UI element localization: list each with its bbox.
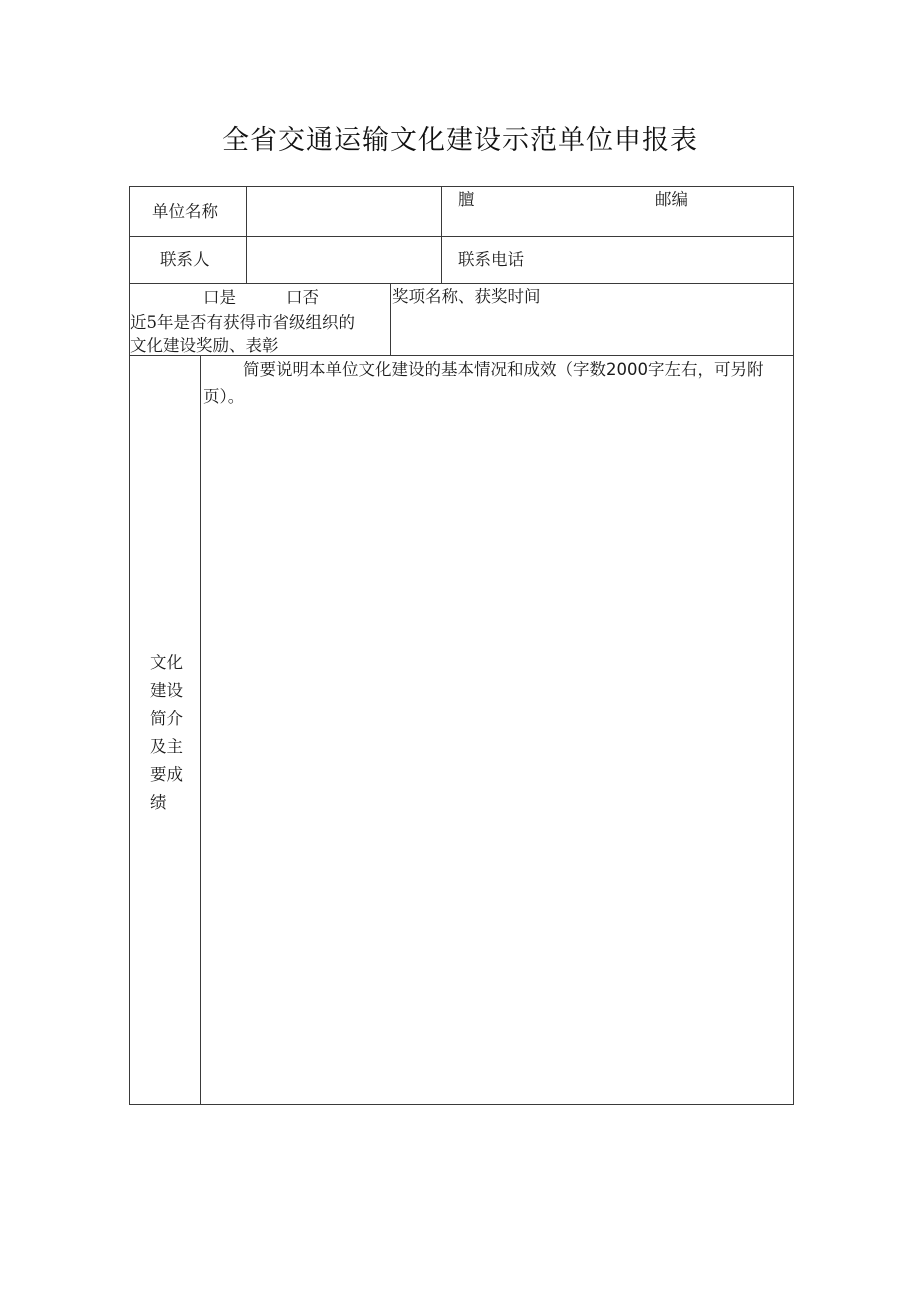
row-divider-1 (129, 236, 794, 237)
award-yes-checkbox[interactable]: 口是 (203, 288, 236, 307)
address-label: 膻 (458, 190, 475, 209)
row-divider-2 (129, 283, 794, 284)
contact-person-label: 联系人 (160, 250, 210, 269)
col-divider-intro (200, 355, 201, 1104)
table-border-right (793, 186, 794, 1105)
award-question-line1: 近5年是否有获得市省级组织的 (130, 313, 355, 332)
col-divider-middle (441, 186, 442, 283)
contact-person-input[interactable] (248, 238, 440, 282)
award-detail-input[interactable] (392, 308, 792, 354)
intro-textarea[interactable] (202, 412, 792, 1102)
table-border-bottom (129, 1104, 794, 1105)
intro-instruction: 简要说明本单位文化建设的基本情况和成效（字数2000字左右，可另附页）。 (203, 360, 764, 406)
contact-phone-input[interactable] (540, 238, 792, 282)
award-no-checkbox[interactable]: 口否 (286, 288, 319, 307)
contact-phone-label: 联系电话 (458, 250, 524, 269)
postal-code-input[interactable] (694, 188, 792, 235)
address-input[interactable] (482, 188, 650, 235)
award-question-line2: 文化建设奖励、表彰 (130, 336, 279, 355)
award-detail-label: 奖项名称、获奖时间 (392, 287, 541, 306)
postal-code-label: 邮编 (655, 190, 688, 209)
col-divider-label (246, 186, 247, 283)
unit-name-input[interactable] (248, 188, 440, 235)
form-title: 全省交通运输文化建设示范单位申报表 (222, 125, 698, 156)
table-border-top (129, 186, 794, 187)
col-divider-award (390, 283, 391, 355)
intro-label: 文化建设简介及主要成绩 (150, 653, 183, 812)
unit-name-label: 单位名称 (152, 202, 218, 221)
